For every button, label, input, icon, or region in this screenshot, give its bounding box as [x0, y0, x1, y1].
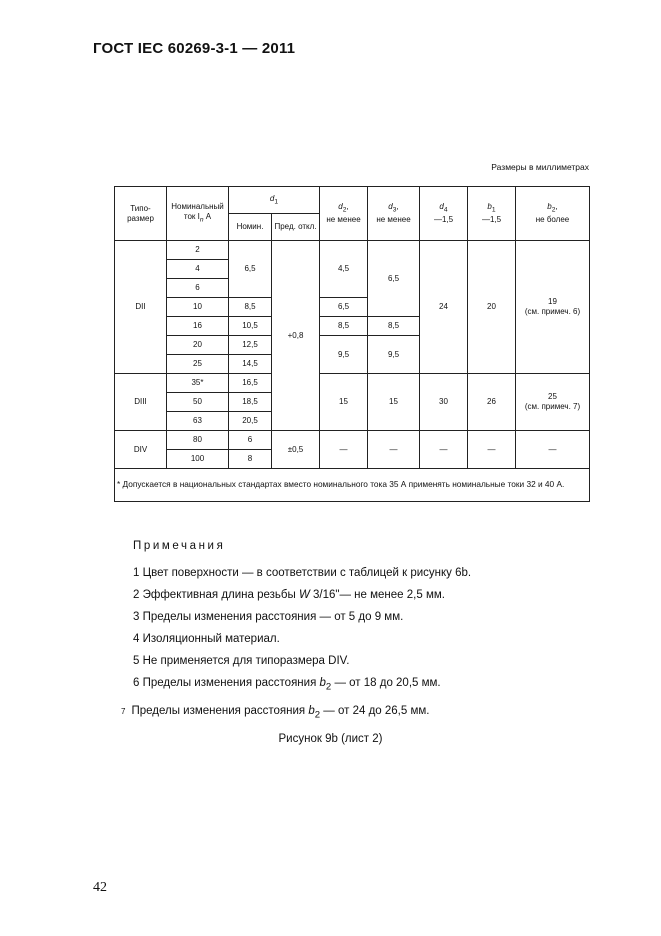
current-cell: 4: [167, 260, 229, 279]
d3-cell: 15: [368, 374, 420, 431]
header-d3: $d_3$, не менее: [368, 187, 420, 241]
dimensions-table: [114, 186, 590, 502]
header-b2: $b_2$, не более: [516, 187, 590, 241]
current-cell: 6: [167, 279, 229, 298]
d1-nom-cell: 16,5: [229, 374, 272, 393]
b2-cell: 19 (см. примеч. 6): [516, 241, 590, 374]
d1-tol-cell: ±0,5: [272, 431, 320, 469]
d3-cell: 8,5: [368, 317, 420, 336]
group-div: DIV: [115, 431, 167, 469]
d2-cell: 15: [320, 374, 368, 431]
header-d2: $d_2$, не менее: [320, 187, 368, 241]
d2-cell: 8,5: [320, 317, 368, 336]
d1-nom-cell: 8,5: [229, 298, 272, 317]
b2-cell: 25 (см. примеч. 7): [516, 374, 590, 431]
d1-nom-cell: 6,5: [229, 241, 272, 298]
group-diii: DIII: [115, 374, 167, 431]
d2-cell: 4,5: [320, 241, 368, 298]
b2-cell: —: [516, 431, 590, 469]
current-cell: 100: [167, 450, 229, 469]
b1-cell: —: [468, 431, 516, 469]
page-number: 42: [93, 880, 107, 895]
note-item: 6 Пределы изменения расстояния $b_2$ — от 18 до 20,5 мм.: [133, 677, 441, 693]
b1-cell: 26: [468, 374, 516, 431]
d4-cell: —: [420, 431, 468, 469]
note-item: 3 Пределы изменения расстояния — от 5 до 9 мм.: [133, 611, 404, 623]
current-cell: 16: [167, 317, 229, 336]
table-row: [115, 241, 590, 260]
d1-nom-cell: 10,5: [229, 317, 272, 336]
note-item: 1 Цвет поверхности — в соответствии с таблицей к рисунку 6b.: [133, 567, 472, 579]
d1-nom-cell: 8: [229, 450, 272, 469]
table-row: [115, 431, 590, 450]
d3-cell: 9,5: [368, 336, 420, 374]
d2-cell: 6,5: [320, 298, 368, 317]
d1-nom-cell: 18,5: [229, 393, 272, 412]
header-b1: $b_1$ —1,5: [468, 187, 516, 241]
table-footnote-row: [115, 469, 590, 502]
current-cell: 63: [167, 412, 229, 431]
table-header-row: [115, 187, 590, 214]
group-dii: DII: [115, 241, 167, 374]
d1-nom-cell: 20,5: [229, 412, 272, 431]
b1-cell: 20: [468, 241, 516, 374]
table-footnote: * Допускается в национальных стандартах вместо номинального тока 35 А применять номинальные токи 32 и 40 А.: [115, 469, 590, 502]
current-cell: 2: [167, 241, 229, 260]
header-d4: $d_4$ —1,5: [420, 187, 468, 241]
d4-cell: 24: [420, 241, 468, 374]
d1-tol-cell: +0,8: [272, 241, 320, 431]
current-cell: 35*: [167, 374, 229, 393]
current-cell: 20: [167, 336, 229, 355]
d4-cell: 30: [420, 374, 468, 431]
d3-cell: 6,5: [368, 241, 420, 317]
note-item: 5 Не применяется для типоразмера DIV.: [133, 655, 350, 667]
notes-title: Примечания: [133, 540, 226, 552]
figure-caption: Рисунок 9b (лист 2): [278, 733, 383, 745]
notes-section: [121, 540, 472, 722]
d1-nom-cell: 14,5: [229, 355, 272, 374]
header-d1-nominal: Номин.: [229, 214, 272, 241]
current-cell: 80: [167, 431, 229, 450]
header-d1: $d_1$: [229, 187, 320, 214]
d3-cell: —: [368, 431, 420, 469]
header-rated-current: Номинальный ток $I_n$ А: [167, 187, 229, 241]
d1-nom-cell: 12,5: [229, 336, 272, 355]
table-row: [115, 374, 590, 393]
d2-cell: 9,5: [320, 336, 368, 374]
current-cell: 25: [167, 355, 229, 374]
current-cell: 50: [167, 393, 229, 412]
note-item: 7 Пределы изменения расстояния $b_2$ — от 24 до 26,5 мм.: [121, 705, 430, 721]
document-header: ГОСТ IEC 60269-3-1 — 2011: [93, 40, 296, 57]
d1-nom-cell: 6: [229, 431, 272, 450]
units-note: Размеры в миллиметрах: [491, 162, 589, 172]
d2-cell: —: [320, 431, 368, 469]
header-type: Типо- размер: [115, 187, 167, 241]
note-item: 4 Изоляционный материал.: [133, 633, 280, 645]
note-item: 2 Эффективная длина резьбы W 3/16"— не менее 2,5 мм.: [133, 589, 445, 601]
header-d1-tolerance: Пред. откл.: [272, 214, 320, 241]
current-cell: 10: [167, 298, 229, 317]
